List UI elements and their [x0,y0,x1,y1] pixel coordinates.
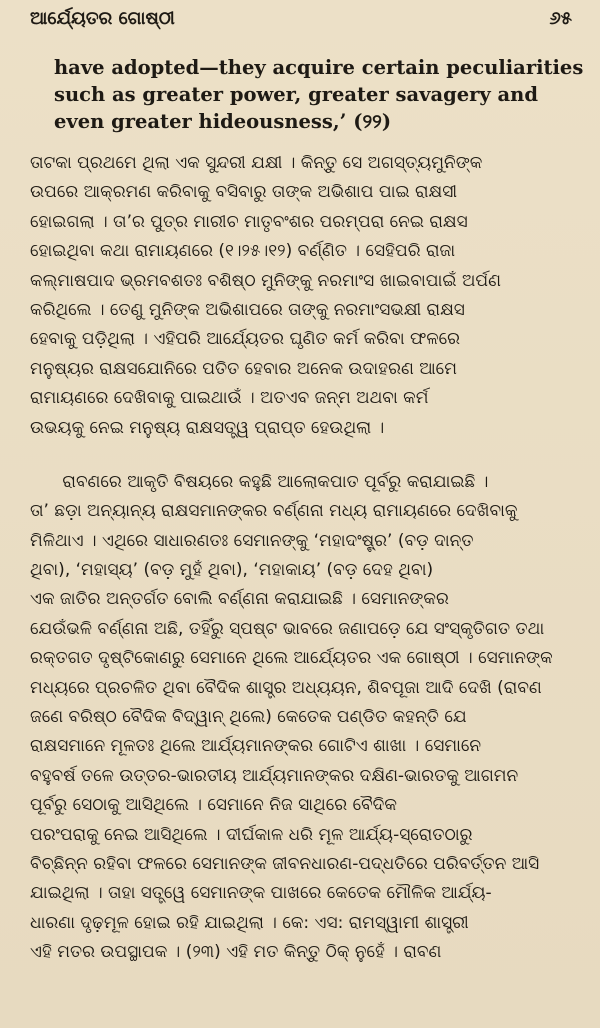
text-line: କଲ୍ମାଷପାଦ ଭ୍ରମବଶତଃ ବଶିଷ୍ଠ ମୁନିଙ୍କୁ ନରମାଂସ ଖାଇବାପାଇଁ ଅର୍ପଣ [30,270,501,291]
page-number: ୬୫ [549,8,572,29]
english-quote [54,54,584,135]
text-line: ତା’ ଛଡ଼ା ଅନ୍ୟାନ୍ୟ ରାକ୍ଷସମାନଙ୍କର ବର୍ଣ୍ଣନା ମଧ୍ୟ ରାମାୟଣରେ ଦେଖିବାକୁ [30,501,518,522]
quote-line: even greater hideousness,’ (୨୨) [54,110,392,133]
text-line: ଉଭୟକୁ ନେଇ ମନୁଷ୍ୟ ରାକ୍ଷସତ୍ତ୍ୱ ପ୍ରାପ୍ତ ହେଉଥିଲା । [30,417,385,438]
text-line: ମଧ୍ୟରେ ପ୍ରଚଳିତ ଥିବା ବୈଦିକ ଶାସ୍ତ୍ର ଅଧ୍ୟୟନ, ଶିବପୂଜା ଆଦି ଦେଖି (ରାବଣ [30,677,542,698]
text-line: ଧାରଣା ଦୃଢ଼ମୂଳ ହୋଇ ରହି ଯାଇଥିଲା । କେ: ଏସ: ରାମସ୍ୱାମୀ ଶାସ୍ତ୍ରୀ [30,912,469,933]
text-line: ଯେଉଁଭଳି ବର୍ଣ୍ଣନା ଅଛି, ତହିଁରୁ ସ୍ପଷ୍ଟ ଭାବରେ ଜଣାପଡ଼େ ଯେ ସଂସ୍କୃତିଗତ ତଥା [30,618,545,639]
running-head: ଆର୍ଯ୍ୟେତର ଗୋଷ୍ଠୀ [30,8,175,29]
paragraph-gap [30,443,578,468]
text-line: ତାଟକା ପ୍ରଥମେ ଥିଲା ଏକ ସୁନ୍ଦରୀ ଯକ୍ଷୀ । କିନ୍ତୁ ସେ ଅଗସ୍ତ୍ୟମୁନିଙ୍କ [30,153,483,173]
text-line: ରାମାୟଣରେ ଦେଖିବାକୁ ପାଇଥାଉଁ । ଅତଏବ ଜନ୍ମ ଅଥବା କର୍ମ [30,388,429,409]
text-line: ରକ୍ତଗତ ଦୃଷ୍ଟିକୋଣରୁ ସେମାନେ ଥିଲେ ଆର୍ଯ୍ୟେତର ଏକ ଗୋଷ୍ଠୀ । ସେମାନଙ୍କ [30,648,553,669]
text-line: କରିଥିଲେ । ତେଣୁ ମୁନିଙ୍କ ଅଭିଶାପରେ ତାଙ୍କୁ ନରମାଂସଭକ୍ଷୀ ରାକ୍ଷସ [30,299,465,320]
text-line: ଏକ ଜାତିର ଅନ୍ତର୍ଗତ ବୋଲି ବର୍ଣ୍ଣନା କରାଯାଇଛି । ସେମାନଙ୍କର [30,589,449,610]
text-line: ରାବଣରେ ଆକୃତି ବିଷୟରେ କହୁଛି ଆଲୋକପାତ ପୂର୍ବରୁ କରାଯାଇଛି । [30,471,489,492]
text-line: ହେବାକୁ ପଡ଼ିଥିଲା । ଏହିପରି ଆର୍ଯ୍ୟେତର ଘୃଣିତ କର୍ମ କରିବା ଫଳରେ [30,329,461,350]
text-line: ମନୁଷ୍ୟର ରାକ୍ଷସଯୋନିରେ ପତିତ ହେବାର ଅନେକ ଉଦାହରଣ ଆମେ [30,358,457,379]
paragraph-1 [30,149,578,443]
quote-line: have adopted—they acquire certain peculiarities [54,56,584,79]
text-line: ବିଚ୍ଛିନ୍ନ ରହିବା ଫଳରେ ସେମାନଙ୍କ ଜୀବନଧାରଣ-ପଦ୍ଧତିରେ ପରିବର୍ତ୍ତନ ଆସି [30,853,540,874]
text-line: ହୋଇଗଲା । ତା’ର ପୁତ୍ର ମାରୀଚ ମାତୃବଂଶର ପରମ୍ପରା ନେଇ ରାକ୍ଷସ [30,211,468,232]
text-line: ଥିବା), ‘ମହାସ୍ୟ’ (ବଡ଼ ମୁହଁ ଥିବା), ‘ମହାକାୟ’ (ବଡ଼ ଦେହ ଥିବା) [30,560,434,581]
text-line: ଉପରେ ଆକ୍ରମଣ କରିବାକୁ ବସିବାରୁ ତାଙ୍କ ଅଭିଶାପ ପାଇ ରାକ୍ଷସୀ [30,182,458,203]
text-line: ପରଂପରାକୁ ନେଇ ଆସିଥିଲେ । ଦୀର୍ଘକାଳ ଧରି ମୂଳ ଆର୍ଯ୍ୟ-ସ୍ରୋତଠାରୁ [30,824,473,845]
page-header [30,8,578,48]
text-line: ଏହି ମତର ଉପସ୍ଥାପକ । (୨୩) ଏହି ମତ କିନ୍ତୁ ଠିକ୍ ନୁହେଁ । ରାବଣ [30,942,442,963]
text-line: ଜଣେ ବରିଷ୍ଠ ବୈଦିକ ବିଦ୍ୱାନ୍ ଥିଲେ) କେତେକ ପଣ୍ଡିତ କହନ୍ତି ଯେ [30,707,467,728]
text-line: ରାକ୍ଷସମାନେ ମୂଳତଃ ଥିଲେ ଆର୍ଯ୍ୟମାନଙ୍କର ଗୋଟିଏ ଶାଖା । ସେମାନେ [30,736,482,757]
text-line: ମିଳିଥାଏ । ଏଥିରେ ସାଧାରଣତଃ ସେମାନଙ୍କୁ ‘ମହାଦଂଷ୍ଟ୍ର’ (ବଡ଼ ଦାନ୍ତ [30,530,474,551]
paragraph-2 [30,468,578,968]
text-line: ପୂର୍ବରୁ ସେଠାକୁ ଆସିଥିଲେ । ସେମାନେ ନିଜ ସାଥିରେ ବୈଦିକ [30,795,397,816]
text-line: ବହୁବର୍ଷ ତଳେ ଉତ୍ତର-ଭାରତୀୟ ଆର୍ଯ୍ୟମାନଙ୍କର ଦକ୍ଷିଣ-ଭାରତକୁ ଆଗମନ [30,765,519,786]
text-line: ଯାଇଥିଲା । ତାହା ସତ୍ତ୍ୱେ ସେମାନଙ୍କ ପାଖରେ କେତେକ ମୌଳିକ ଆର୍ଯ୍ୟ- [30,883,492,904]
quote-line: such as greater power, greater savagery and [54,83,538,106]
text-line: ହୋଇଥିବା କଥା ରାମାୟଣରେ (୧।୨୫।୧୨) ବର୍ଣ୍ଣିତ । ସେହିପରି ରାଜା [30,241,456,262]
